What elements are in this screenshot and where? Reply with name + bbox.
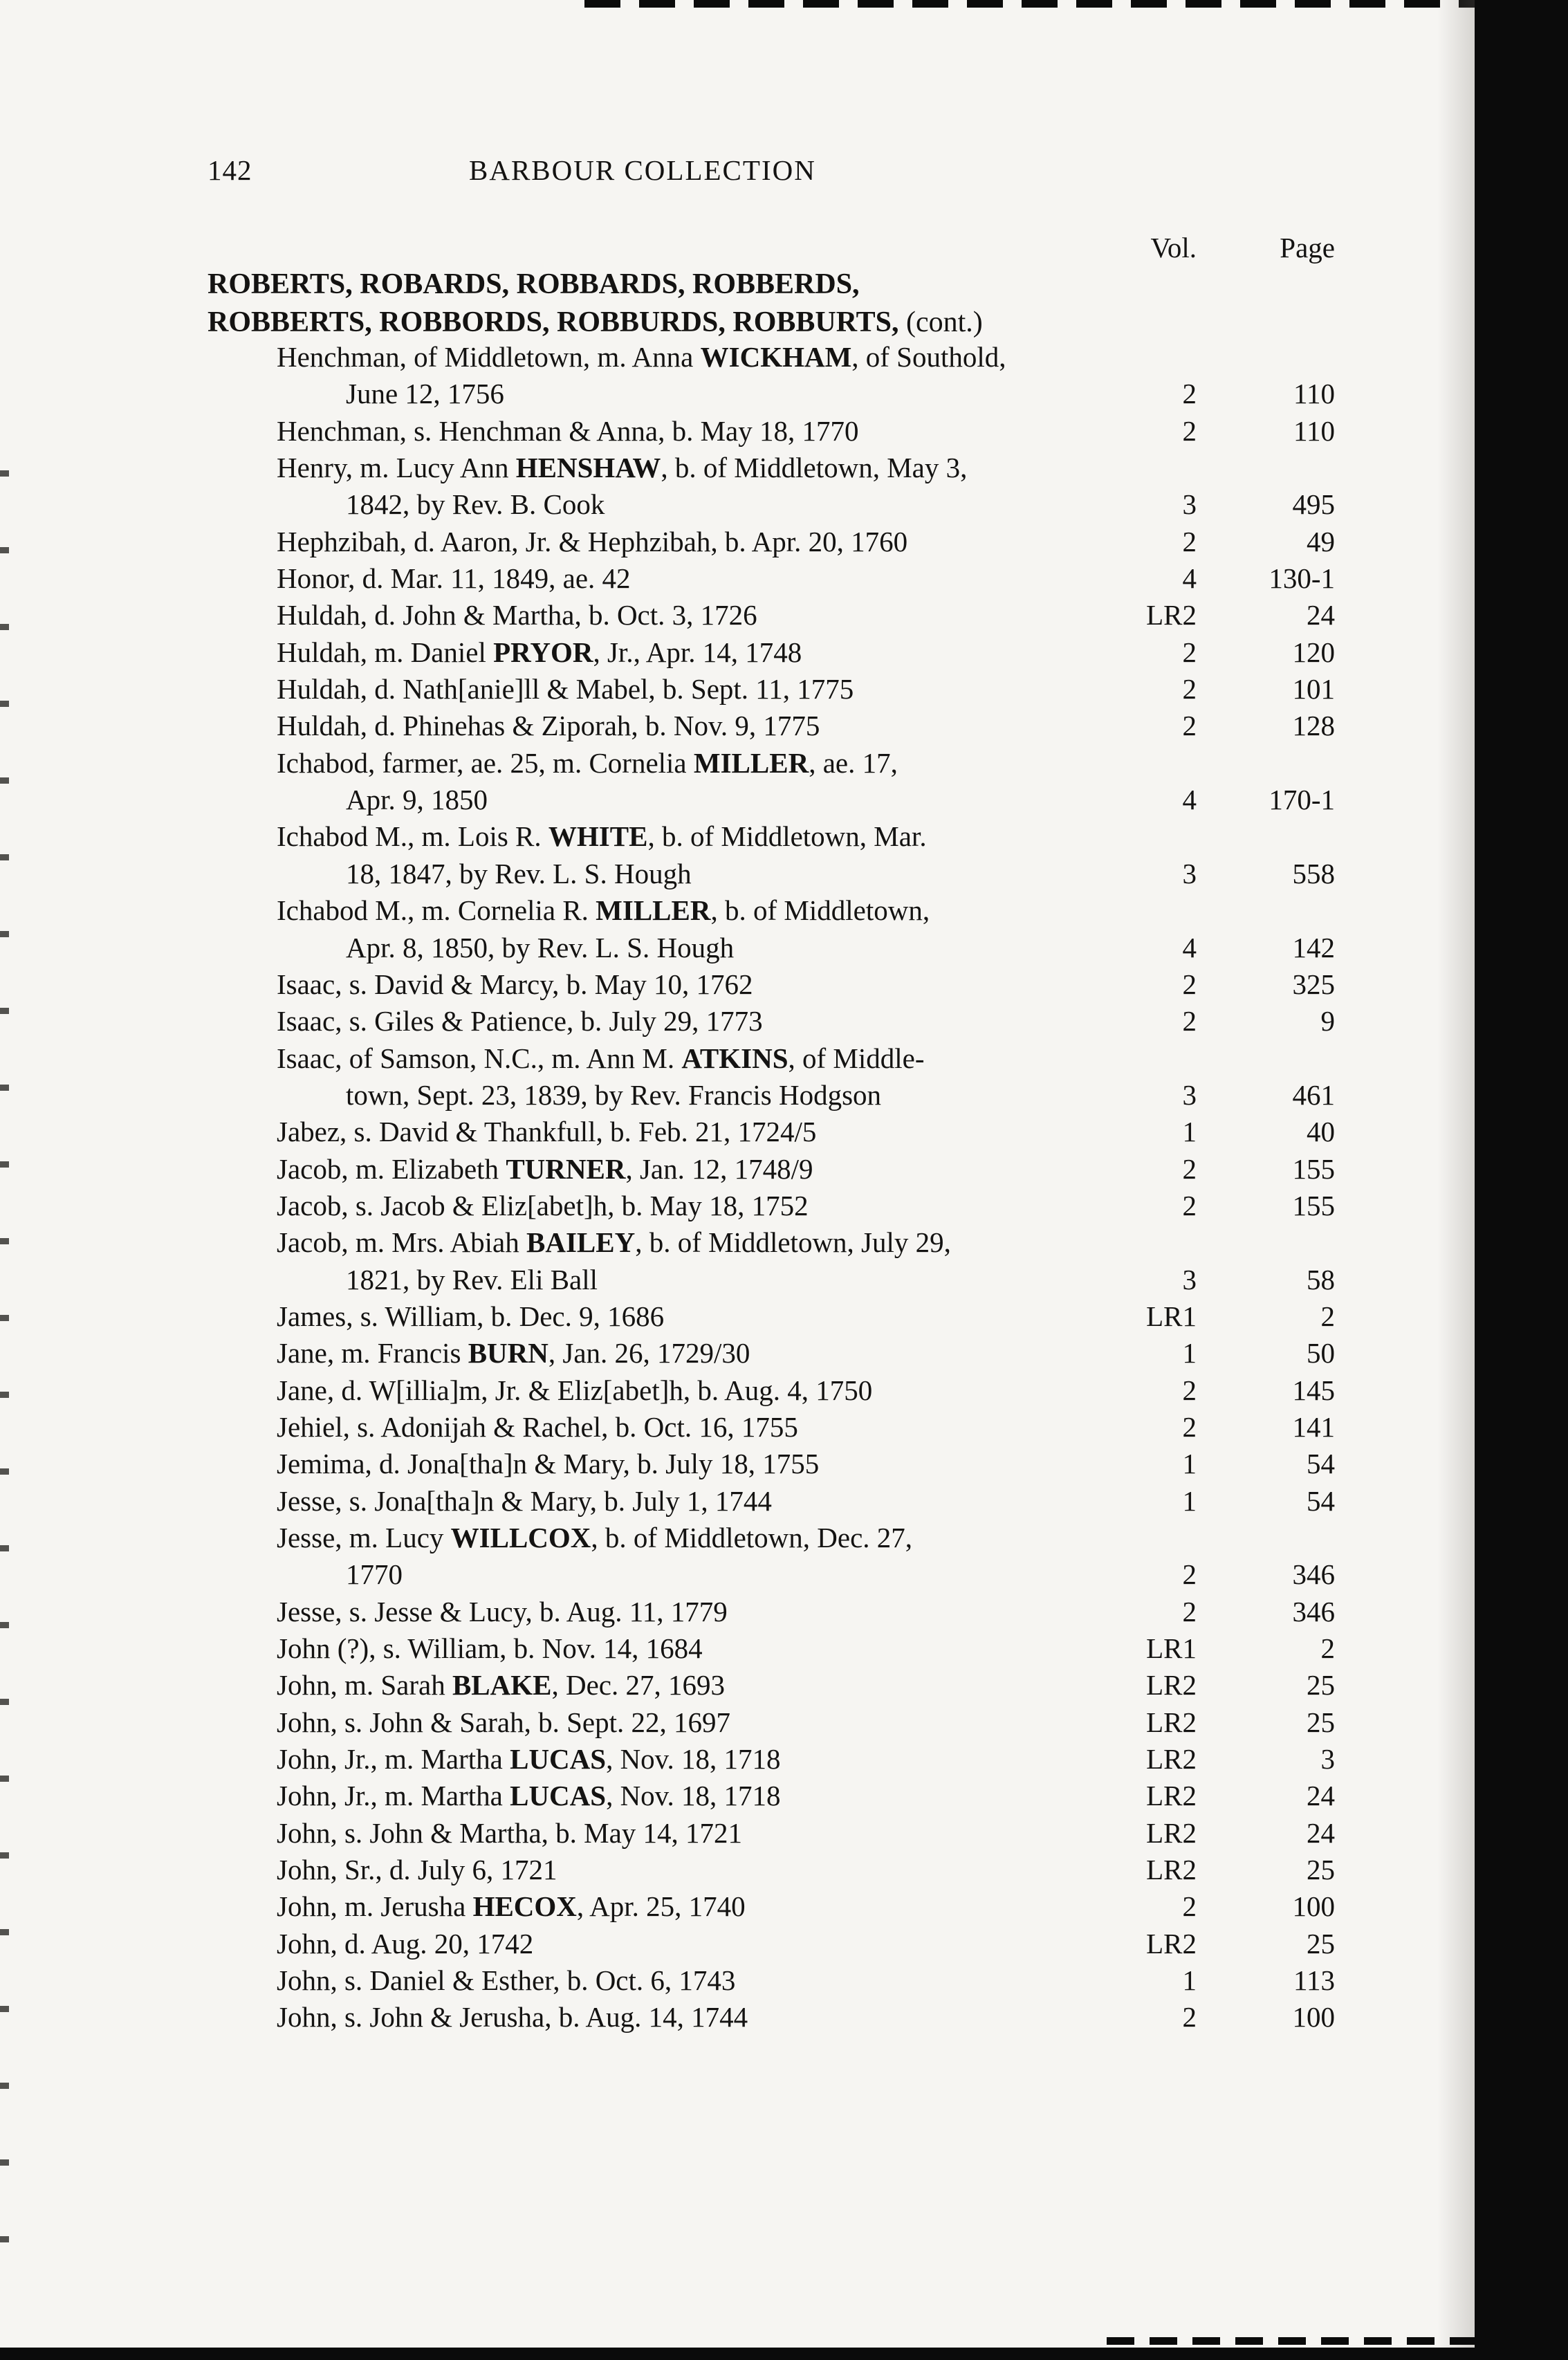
entry-text — [207, 1888, 746, 1925]
entry-text-segment: , Nov. 18, 1718 — [606, 1743, 781, 1776]
entry-text — [207, 1741, 781, 1778]
entry-text-segment: John, s. John & Sarah, b. Sept. 22, 1697 — [277, 1706, 730, 1738]
entry-text — [207, 339, 1006, 376]
entry-text — [207, 1040, 925, 1077]
entry-text-segment: Huldah, m. Daniel — [277, 636, 494, 668]
vol-cell: 2 — [1182, 2001, 1197, 2034]
page-cell: 49 — [1307, 525, 1335, 557]
entry-text — [207, 634, 802, 671]
entry-text-segment: town, Sept. 23, 1839, by Rev. Francis Hodgson — [346, 1078, 882, 1111]
entry-text-segment: (cont.) — [898, 306, 983, 338]
index-row — [207, 1077, 1335, 1114]
entry-text-segment: , Jr., Apr. 14, 1748 — [593, 636, 802, 668]
entry-text-segment: 18, 1847, by Rev. L. S. Hough — [346, 857, 692, 889]
page-cell: 25 — [1307, 1669, 1335, 1702]
vol-cell: 2 — [1182, 1595, 1197, 1628]
entry-text-segment: Ichabod M., m. Cornelia R. — [277, 894, 596, 927]
index-row — [207, 1040, 1335, 1077]
entry-text-segment: , b. of Middletown, July 29, — [635, 1226, 951, 1259]
entry-text-segment: , b. of Middletown, Dec. 27, — [591, 1522, 913, 1554]
entry-text-segment: Isaac, of Samson, N.C., m. Ann M. — [277, 1042, 682, 1074]
vol-cell: LR1 — [1146, 1632, 1197, 1665]
entry-text — [207, 1003, 763, 1040]
entry-text-segment: Huldah, d. John & Martha, b. Oct. 3, 1726 — [277, 599, 757, 632]
entry-text-segment: Jesse, m. Lucy — [277, 1522, 451, 1554]
page-cell: 50 — [1307, 1337, 1335, 1370]
page-cell: 54 — [1307, 1484, 1335, 1517]
entry-text — [207, 1077, 881, 1114]
vol-cell: 2 — [1182, 414, 1197, 447]
entry-text-segment: John, s. John & Martha, b. May 14, 1721 — [277, 1816, 743, 1849]
entry-text-segment: Apr. 9, 1850 — [346, 784, 488, 816]
entry-text — [207, 1594, 728, 1630]
entry-text — [207, 376, 504, 412]
vol-cell: 2 — [1182, 968, 1197, 1000]
index-row — [207, 1778, 1335, 1814]
index-row — [207, 1483, 1335, 1520]
vol-cell: 1 — [1182, 1964, 1197, 1997]
index-row — [207, 1999, 1335, 2036]
index-row — [207, 818, 1335, 855]
entry-text-segment: Ichabod M., m. Lois R. — [277, 820, 548, 853]
vol-cell: LR2 — [1146, 1927, 1197, 1960]
entry-text-segment: , Jan. 12, 1748/9 — [625, 1152, 813, 1185]
vol-cell: 2 — [1182, 525, 1197, 557]
entry-text-segment: Apr. 8, 1850, by Rev. L. S. Hough — [346, 931, 735, 964]
entry-text-segment: John, Sr., d. July 6, 1721 — [277, 1854, 557, 1886]
index-row — [207, 745, 1335, 782]
page-cell: 461 — [1292, 1078, 1335, 1111]
page-cell: 25 — [1307, 1854, 1335, 1886]
entry-text-segment: , of Southold, — [851, 341, 1006, 373]
page-cell: 113 — [1293, 1964, 1335, 1997]
entry-text — [207, 486, 605, 523]
page-cell: 141 — [1292, 1410, 1335, 1443]
entry-text-segment: , Dec. 27, 1693 — [551, 1669, 726, 1702]
entry-text-segment: Honor, d. Mar. 11, 1849, ae. 42 — [277, 562, 631, 595]
entry-text — [207, 1926, 533, 1962]
index-row — [207, 708, 1335, 744]
index-row — [207, 1298, 1335, 1335]
index-row — [207, 671, 1335, 708]
surname-heading — [207, 266, 1335, 342]
vol-cell: 2 — [1182, 378, 1197, 410]
index-row — [207, 1003, 1335, 1040]
entry-text-segment: Jacob, m. Elizabeth — [277, 1152, 506, 1185]
entry-text — [207, 1815, 742, 1852]
entry-text-segment: John, Jr., m. Martha — [277, 1780, 510, 1812]
entry-text — [207, 745, 898, 782]
entry-text — [207, 892, 930, 929]
index-row — [207, 1962, 1335, 1999]
entry-text-segment: 1842, by Rev. B. Cook — [346, 488, 605, 521]
entry-text-segment: John, d. Aug. 20, 1742 — [277, 1927, 534, 1960]
entry-text-segment: Isaac, s. Giles & Patience, b. July 29, 1773 — [277, 1005, 763, 1038]
vol-cell: LR2 — [1146, 1816, 1197, 1849]
entry-text — [207, 1409, 798, 1446]
entry-text-segment: John, Jr., m. Martha — [277, 1743, 510, 1776]
surname-bold: PRYOR — [493, 636, 593, 668]
index-row — [207, 1114, 1335, 1150]
surname-heading-line — [207, 266, 1335, 304]
entry-text-segment: , Jan. 26, 1729/30 — [548, 1337, 750, 1370]
entry-text — [207, 966, 753, 1003]
vol-cell: LR2 — [1146, 1854, 1197, 1886]
vol-cell: 3 — [1182, 1263, 1197, 1296]
entry-text — [207, 413, 858, 450]
entry-text-segment: Ichabod, farmer, ae. 25, m. Cornelia — [277, 746, 694, 779]
entry-text-segment: Huldah, d. Phinehas & Ziporah, b. Nov. 9, 1775 — [277, 710, 820, 742]
scan-top-dashed-line — [584, 0, 1477, 8]
index-row — [207, 1741, 1335, 1778]
page-cell: 495 — [1292, 488, 1335, 521]
entry-text-segment: Jacob, s. Jacob & Eliz[abet]h, b. May 18, 1752 — [277, 1189, 809, 1222]
page-cell: 145 — [1292, 1374, 1335, 1406]
vol-cell: 2 — [1182, 1558, 1197, 1591]
surname-heading-line — [207, 304, 1335, 342]
vol-cell: 4 — [1182, 784, 1197, 816]
vol-cell: 2 — [1182, 1152, 1197, 1185]
entry-text-segment: John, m. Sarah — [277, 1669, 452, 1702]
page-cell: 24 — [1307, 1780, 1335, 1812]
page-cell: 25 — [1307, 1706, 1335, 1738]
vol-cell: 2 — [1182, 1189, 1197, 1222]
surname-bold: BAILEY — [526, 1226, 636, 1259]
vol-cell: 3 — [1182, 1078, 1197, 1111]
scan-right-black-bar — [1475, 0, 1568, 2360]
vol-cell: 1 — [1182, 1484, 1197, 1517]
entry-text-segment: , Apr. 25, 1740 — [576, 1890, 746, 1923]
scan-left-edge-marks — [0, 470, 9, 2289]
index-row — [207, 1630, 1335, 1667]
vol-cell: 2 — [1182, 636, 1197, 668]
page-cell: 346 — [1292, 1558, 1335, 1591]
index-row — [207, 1704, 1335, 1741]
vol-cell: 2 — [1182, 1890, 1197, 1923]
page-cell: 100 — [1292, 1890, 1335, 1923]
vol-cell: 4 — [1182, 931, 1197, 964]
index-row — [207, 450, 1335, 486]
entry-text — [207, 1999, 748, 2036]
page-cell: 155 — [1292, 1152, 1335, 1185]
surname-bold: WHITE — [548, 820, 648, 853]
entry-text — [207, 671, 854, 708]
surname-bold: TURNER — [506, 1152, 626, 1185]
scan-bottom-dashed-line — [1107, 2337, 1475, 2345]
surname-bold: ROBBERTS, ROBBORDS, ROBBURDS, ROBBURTS, — [207, 306, 899, 338]
entry-text-segment: , b. of Middletown, Mar. — [647, 820, 927, 853]
page-cell: 101 — [1292, 673, 1335, 706]
entry-text — [207, 1224, 951, 1261]
entry-text-segment: , ae. 17, — [809, 746, 898, 779]
vol-cell: LR2 — [1146, 1706, 1197, 1738]
page-cell: 110 — [1293, 378, 1335, 410]
page-cell: 100 — [1292, 2001, 1335, 2034]
page-cell: 142 — [1292, 931, 1335, 964]
page-cell: 558 — [1292, 857, 1335, 889]
entry-text-segment: John (?), s. William, b. Nov. 14, 1684 — [277, 1632, 703, 1665]
entry-text-segment: John, s. John & Jerusha, b. Aug. 14, 1744 — [277, 2001, 748, 2034]
page-cell: 40 — [1307, 1116, 1335, 1148]
entry-text-segment: Jemima, d. Jona[tha]n & Mary, b. July 18, 1755 — [277, 1448, 820, 1480]
page-cell: 58 — [1307, 1263, 1335, 1296]
vol-cell: 2 — [1182, 1374, 1197, 1406]
index-row — [207, 339, 1335, 376]
entry-text-segment: John, s. Daniel & Esther, b. Oct. 6, 1743 — [277, 1964, 736, 1997]
entry-text-segment: Jane, d. W[illia]m, Jr. & Eliz[abet]h, b. Aug. 4, 1750 — [277, 1374, 873, 1406]
page-cell: 110 — [1293, 414, 1335, 447]
entry-text-segment: Isaac, s. David & Marcy, b. May 10, 1762 — [277, 968, 753, 1000]
entry-text — [207, 782, 488, 818]
entry-text — [207, 597, 757, 634]
vol-cell: 1 — [1182, 1448, 1197, 1480]
page-cell: 346 — [1292, 1595, 1335, 1628]
entry-text-segment: Huldah, d. Nath[anie]ll & Mabel, b. Sept. 11, 1775 — [277, 673, 854, 706]
entry-text-segment: , b. of Middletown, May 3, — [661, 452, 968, 484]
entry-text — [207, 1556, 403, 1593]
entry-text — [207, 1151, 813, 1188]
index-row — [207, 524, 1335, 560]
index-row — [207, 1224, 1335, 1261]
entry-text-segment: 1821, by Rev. Eli Ball — [346, 1263, 598, 1296]
index-row — [207, 1926, 1335, 1962]
surname-bold: ROBERTS, ROBARDS, ROBBARDS, ROBBERDS, — [207, 268, 860, 300]
entry-text-segment: , of Middle- — [788, 1042, 925, 1074]
vol-cell: 2 — [1182, 1005, 1197, 1038]
page-cell: 25 — [1307, 1927, 1335, 1960]
surname-bold: LUCAS — [510, 1743, 607, 1776]
vol-cell: 1 — [1182, 1337, 1197, 1370]
entry-text-segment: Jehiel, s. Adonijah & Rachel, b. Oct. 16, 1755 — [277, 1410, 798, 1443]
index-row — [207, 892, 1335, 929]
page-cell: 54 — [1307, 1448, 1335, 1480]
entry-text — [207, 1778, 781, 1814]
surname-bold: BURN — [468, 1337, 548, 1370]
entry-text — [207, 1483, 772, 1520]
entry-text — [207, 560, 631, 597]
vol-cell: LR2 — [1146, 1743, 1197, 1776]
vol-column-header: Vol. — [1150, 232, 1197, 264]
entry-text — [207, 1372, 872, 1409]
surname-bold: LUCAS — [510, 1780, 607, 1812]
vol-cell: 3 — [1182, 488, 1197, 521]
index-row — [207, 1446, 1335, 1482]
entry-text — [207, 818, 927, 855]
entry-text-segment: Jesse, s. Jona[tha]n & Mary, b. July 1, 1744 — [277, 1484, 772, 1517]
page-cell: 130-1 — [1269, 562, 1335, 595]
index-row — [207, 597, 1335, 634]
vol-cell: LR2 — [1146, 1780, 1197, 1812]
entry-text — [207, 1630, 703, 1667]
index-row — [207, 1372, 1335, 1409]
entry-text — [207, 1962, 735, 1999]
page-cell: 3 — [1320, 1743, 1335, 1776]
page-cell: 24 — [1307, 599, 1335, 632]
index-row — [207, 1852, 1335, 1888]
page-cell: 128 — [1292, 710, 1335, 742]
surname-bold: WILLCOX — [450, 1522, 591, 1554]
index-row — [207, 1888, 1335, 1925]
surname-bold: BLAKE — [452, 1669, 552, 1702]
index-row — [207, 634, 1335, 671]
entry-text — [207, 1335, 750, 1372]
entry-text-segment: Henchman, s. Henchman & Anna, b. May 18, 1770 — [277, 414, 859, 447]
index-row — [207, 1151, 1335, 1188]
entry-text-segment: , b. of Middletown, — [710, 894, 930, 927]
page-cell: 9 — [1320, 1005, 1335, 1038]
entry-text — [207, 1520, 912, 1556]
index-row — [207, 966, 1335, 1003]
index-row — [207, 1335, 1335, 1372]
index-row — [207, 930, 1335, 966]
page-cell: 120 — [1292, 636, 1335, 668]
entry-text-segment: Jesse, s. Jesse & Lucy, b. Aug. 11, 1779 — [277, 1595, 728, 1628]
index-row — [207, 1188, 1335, 1224]
entry-text — [207, 708, 820, 744]
index-row — [207, 1520, 1335, 1556]
vol-cell: 2 — [1182, 673, 1197, 706]
entry-text — [207, 1852, 557, 1888]
index-row — [207, 413, 1335, 450]
running-title: BARBOUR COLLECTION — [469, 154, 816, 186]
page-cell: 325 — [1292, 968, 1335, 1000]
entry-text — [207, 1298, 664, 1335]
index-row — [207, 1594, 1335, 1630]
entry-text-segment: Henry, m. Lucy Ann — [277, 452, 516, 484]
vol-cell: LR2 — [1146, 599, 1197, 632]
entry-text-segment: 1770 — [346, 1558, 403, 1591]
scan-page-curl-shadow — [1437, 0, 1475, 2360]
surname-bold: MILLER — [693, 746, 809, 779]
index-row — [207, 1409, 1335, 1446]
entry-text — [207, 1446, 819, 1482]
entry-text — [207, 524, 907, 560]
index-row — [207, 856, 1335, 892]
page-cell: 24 — [1307, 1816, 1335, 1849]
entry-text-segment: , Nov. 18, 1718 — [606, 1780, 781, 1812]
vol-cell: LR2 — [1146, 1669, 1197, 1702]
surname-bold: MILLER — [596, 894, 711, 927]
entry-text — [207, 450, 967, 486]
entry-text-segment: Hephzibah, d. Aaron, Jr. & Hephzibah, b. Apr. 20, 1760 — [277, 525, 908, 557]
entry-text-segment: June 12, 1756 — [346, 378, 504, 410]
index-row — [207, 1556, 1335, 1593]
entry-text — [207, 1667, 725, 1704]
vol-cell: 2 — [1182, 1410, 1197, 1443]
surname-bold: WICKHAM — [700, 341, 852, 373]
entry-text-segment: James, s. William, b. Dec. 9, 1686 — [277, 1300, 665, 1332]
page-cell: 2 — [1320, 1300, 1335, 1332]
index-row — [207, 1262, 1335, 1298]
index-row — [207, 486, 1335, 523]
vol-cell: 3 — [1182, 857, 1197, 889]
vol-cell: LR1 — [1146, 1300, 1197, 1332]
entry-text — [207, 1704, 730, 1741]
surname-bold: HENSHAW — [515, 452, 661, 484]
page-column-header: Page — [1280, 232, 1335, 264]
entry-text-segment: Jacob, m. Mrs. Abiah — [277, 1226, 526, 1259]
entry-text — [207, 856, 692, 892]
page-number: 142 — [207, 154, 252, 186]
index-row — [207, 782, 1335, 818]
index-row — [207, 1667, 1335, 1704]
entry-text — [207, 1114, 816, 1150]
vol-cell: 4 — [1182, 562, 1197, 595]
vol-cell: 1 — [1182, 1116, 1197, 1148]
entry-text-segment: John, m. Jerusha — [277, 1890, 473, 1923]
page-cell: 155 — [1292, 1189, 1335, 1222]
surname-bold: HECOX — [472, 1890, 577, 1923]
index-row — [207, 1815, 1335, 1852]
entry-text — [207, 930, 734, 966]
entry-text — [207, 1262, 598, 1298]
entry-text-segment: Henchman, of Middletown, m. Anna — [277, 341, 701, 373]
entry-text-segment: Jane, m. Francis — [277, 1337, 468, 1370]
index-row — [207, 376, 1335, 412]
surname-bold: ATKINS — [681, 1042, 788, 1074]
index-row — [207, 560, 1335, 597]
entry-text — [207, 1188, 809, 1224]
scan-bottom-black-bar — [0, 2348, 1568, 2360]
vol-cell: 2 — [1182, 710, 1197, 742]
page-cell: 170-1 — [1269, 784, 1335, 816]
page-cell: 2 — [1320, 1632, 1335, 1665]
index-rows — [207, 339, 1335, 2036]
entry-text-segment: Jabez, s. David & Thankfull, b. Feb. 21, 1724/5 — [277, 1116, 817, 1148]
